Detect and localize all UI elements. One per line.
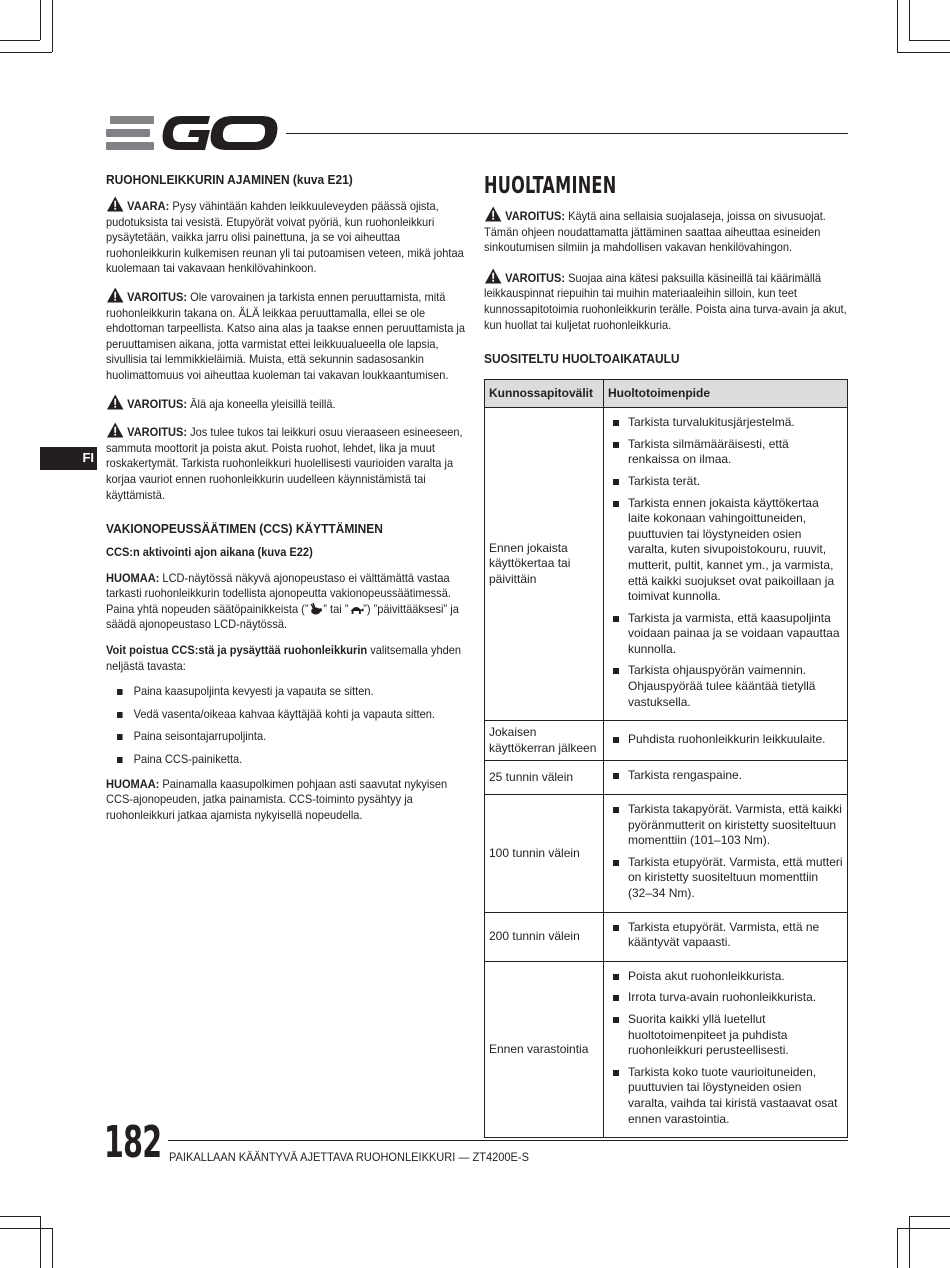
tasks-cell [604,721,848,761]
warning-paragraph [106,422,467,503]
crop-mark [897,1228,898,1268]
task-item: Tarkista turvalukitusjärjestelmä. [608,415,843,431]
task-item: Suorita kaikki yllä luetellut huoltotoimenpiteet ja puhdista ruohonleikkuri perusteellisesti. [608,1012,843,1059]
footer-title: PAIKALLAAN KÄÄNTYVÄ AJETTAVA RUOHONLEIKKURI — ZT4200E-S [169,1150,529,1164]
task-item: Tarkista silmämääräisesti, että renkaissa on ilmaa. [608,437,843,468]
table-row [485,761,848,795]
warning-triangle-icon [484,206,502,222]
interval-cell: 25 tunnin välein [485,761,604,795]
crop-mark [0,52,52,53]
task-item: Tarkista takapyörät. Varmista, että kaikki pyöränmutterit on kiristetty suositeltuun momenttiin (101–103 Nm). [608,802,843,849]
interval-cell: Jokaisen käyttökerran jälkeen [485,721,604,761]
right-column [484,172,848,1138]
crop-mark [52,0,53,52]
task-item: Poista akut ruohonleikkurista. [608,969,843,985]
ego-logo [106,112,278,154]
tasks-cell [604,795,848,913]
note-label: HUOMAA: [106,776,160,791]
interval-cell: Ennen varastointia [485,961,604,1137]
column-header-interval: Kunnossapitovälit [485,380,604,408]
interval-cell: 200 tunnin välein [485,912,604,961]
warning-paragraph: VAROITUS: Suojaa aina kätesi paksuilla käsineillä tai käärimällä leikkauspinnat riepuihin tai muihin materiaaleihin silloin, kun teet kunnossapitotoimia ruohonleikkurin terälle. Poista aina turva-avain ja akut, kun huollat tai kuljetat ruohonleikkuria. [484,268,847,333]
task-item: Tarkista ohjauspyörän vaimennin. Ohjauspyörää tulee kääntää tietyllä vastuksella. [608,663,843,710]
column-header-action: Huoltotoimenpide [604,380,848,408]
task-item: Tarkista terät. [608,474,843,490]
section-title-ccs: VAKIONOPEUSSÄÄTIMEN (CCS) KÄYTTÄMINEN [106,521,383,537]
task-item: Puhdista ruohonleikkurin leikkuulaite. [608,732,843,748]
warning-label: VAROITUS: [505,209,566,223]
maintenance-title: HUOLTAMINEN [484,173,617,199]
crop-mark [40,1216,41,1268]
interval-cell: 100 tunnin välein [485,795,604,913]
language-tab: FI [40,447,97,470]
task-item: Irrota turva-avain ruohonleikkurista. [608,990,843,1006]
list-item: Paina CCS-painiketta. [117,752,467,768]
table-row [485,721,848,761]
footer-rule [168,1140,848,1141]
header-rule [286,133,848,134]
crop-mark [0,1216,40,1217]
exit-ccs-list [117,684,467,767]
task-item: Tarkista etupyörät. Varmista, että mutteri on kiristetty suositeltuun momenttiin (32–34 Nm). [608,855,843,902]
warning-text: Ole varovainen ja tarkista ennen peruuttamista, mitä ruohonleikkurin takana on. ÄLÄ leikkaa peruuttamalla, ellei se ole ehdottoman tarpeellista. Katso aina alas ja taakse ennen peruuttamista ja peruuttamisen aikana, jotta varmistat ettei leikkuualueella ole lapsia, sivullisia tai lemmikkieläimiä. Muista, että sekunnin sadasosankin huolimattomuus voi aiheuttaa kuoleman tai vakavan loukkaantumisen. [106,289,466,382]
crop-mark [0,40,40,41]
tasks-cell [604,761,848,795]
section-title-driving: RUOHONLEIKKURIN AJAMINEN (kuva E21) [106,172,353,187]
warning-text: Jos tulee tukos tai leikkuri osuu vieraaseen esineeseen, sammuta moottorit ja poista akut. Poista ruohot, lehdet, lika ja muut roskakertymät. Tarkista ruohonleikkuri huolellisesti vaurioiden varalta ja korjaa vauriot ennen ruohonleikkurin uudelleen käynnistämistä tai käyttämistä. [106,425,463,502]
crop-mark [909,40,950,41]
sub-title: CCS:n aktivointi ajon aikana (kuva E22) [106,545,313,560]
warning-text: Älä aja koneella yleisillä teillä. [187,396,336,411]
task-item: Tarkista etupyörät. Varmista, että ne kääntyvät vapaasti. [608,920,843,951]
page-number: 182 [104,1117,162,1168]
warning-triangle-icon [106,394,124,410]
task-item: Tarkista ennen jokaista käyttökertaa laite kokonaan vahingoittuneiden, puuttuvien tai löystyneiden osien varalta, kuten sivupoistokouru, ruuvit, mutterit, pultit, kannet ym., ja varmista, että kaikki suojukset ovat paikoillaan ja toimivat kunnolla. [608,496,843,605]
table-row [485,795,848,913]
exit-ccs-paragraph: Voit poistua CCS:stä ja pysäyttää ruohonleikkurin valitsemalla yhden neljästä tavasta: [106,643,462,673]
list-item: Paina seisontajarrupoljinta. [117,729,467,745]
table-header-row [485,380,848,408]
crop-mark [897,52,950,53]
tasks-cell [604,961,848,1137]
rabbit-icon [309,603,324,615]
note-label: HUOMAA: [106,570,160,585]
crop-mark [909,1216,910,1268]
warning-paragraph: VAROITUS: Käytä aina sellaisia suojalaseja, joissa on sivusuojat. Tämän ohjeen noudattamatta jättäminen saattaa aiheuttaa esineiden sinkoutumisen silmiin ja mahdollisen vakavan henkilövahingon. [484,206,847,256]
list-item: Vedä vasenta/oikeaa kahvaa käyttäjää kohti ja vapauta sitten. [117,707,467,723]
task-item: Tarkista koko tuote vaurioituneiden, puuttuvien tai löystyneiden osien varalta, vaihda tai kiristä vastaavat osat ennen varastointia. [608,1065,843,1127]
warning-label: VAROITUS: [127,289,188,304]
task-item: Tarkista rengaspaine. [608,768,843,784]
turtle-icon [348,603,363,615]
note-paragraph: HUOMAA: Painamalla kaasupolkimen pohjaan asti saavutat nykyisen CCS-ajonopeuden, jatka painamista. CCS-toiminto pysähtyy ja ruohonleikkuri jatkaa ajamista nykyisellä nopeudella. [106,776,448,822]
crop-mark [897,0,898,52]
crop-mark [909,0,910,40]
warning-label: VAROITUS: [127,396,188,411]
maintenance-schedule-table [484,379,848,1138]
danger-text: Pysy vähintään kahden leikkuuleveyden päässä ojista, pudotuksista tai vesistä. Etupyörät voivat pyöriä, kun ruohonleikkuri pysäytetään, vaikka jarru olisi painettuna, ja se voi aiheuttaa ruohonleikkurin kulkemisen reunan yli tai putoamisen veteen, mikä johtaa kuolemaan tai vakavaan henkilövahinkoon. [106,199,464,276]
table-row [485,961,848,1137]
crop-mark [897,1228,950,1229]
table-row [485,408,848,721]
crop-mark [909,1216,950,1217]
left-column [106,172,467,833]
tasks-cell [604,408,848,721]
warning-paragraph [106,394,467,413]
schedule-title: SUOSITELTU HUOLTOAIKATAULU [484,351,680,367]
task-item: Tarkista ja varmista, että kaasupoljinta voidaan painaa ja se voidaan vapauttaa kunnolla. [608,611,843,658]
danger-paragraph [106,196,467,277]
warning-triangle-icon [106,196,124,212]
interval-cell: Ennen jokaista käyttökertaa tai päivittäin [485,408,604,721]
warning-triangle-icon [106,287,124,303]
warning-label: VAROITUS: [505,270,566,285]
crop-mark [52,1228,53,1268]
crop-mark [40,0,41,40]
warning-triangle-icon [106,422,124,438]
list-item: Paina kaasupoljinta kevyesti ja vapauta se sitten. [117,684,467,700]
crop-mark [0,1228,52,1229]
warning-label: VAROITUS: [127,425,188,440]
tasks-cell [604,912,848,961]
danger-label: VAARA: [127,199,170,213]
table-row [485,912,848,961]
note-paragraph: HUOMAA: LCD-näytössä näkyvä ajonopeustaso ei välttämättä vastaa tarkasti ruohonleikkurin todellista ajonopeutta vakionopeussäätimessä. Paina yhtä nopeuden säätöpainikkeista (” ” tai ” ”) ”päivittääksesi” ja säädä ajonopeustaso LCD-näytössä. [106,570,459,632]
warning-paragraph [106,287,467,384]
warning-triangle-icon [484,268,502,284]
